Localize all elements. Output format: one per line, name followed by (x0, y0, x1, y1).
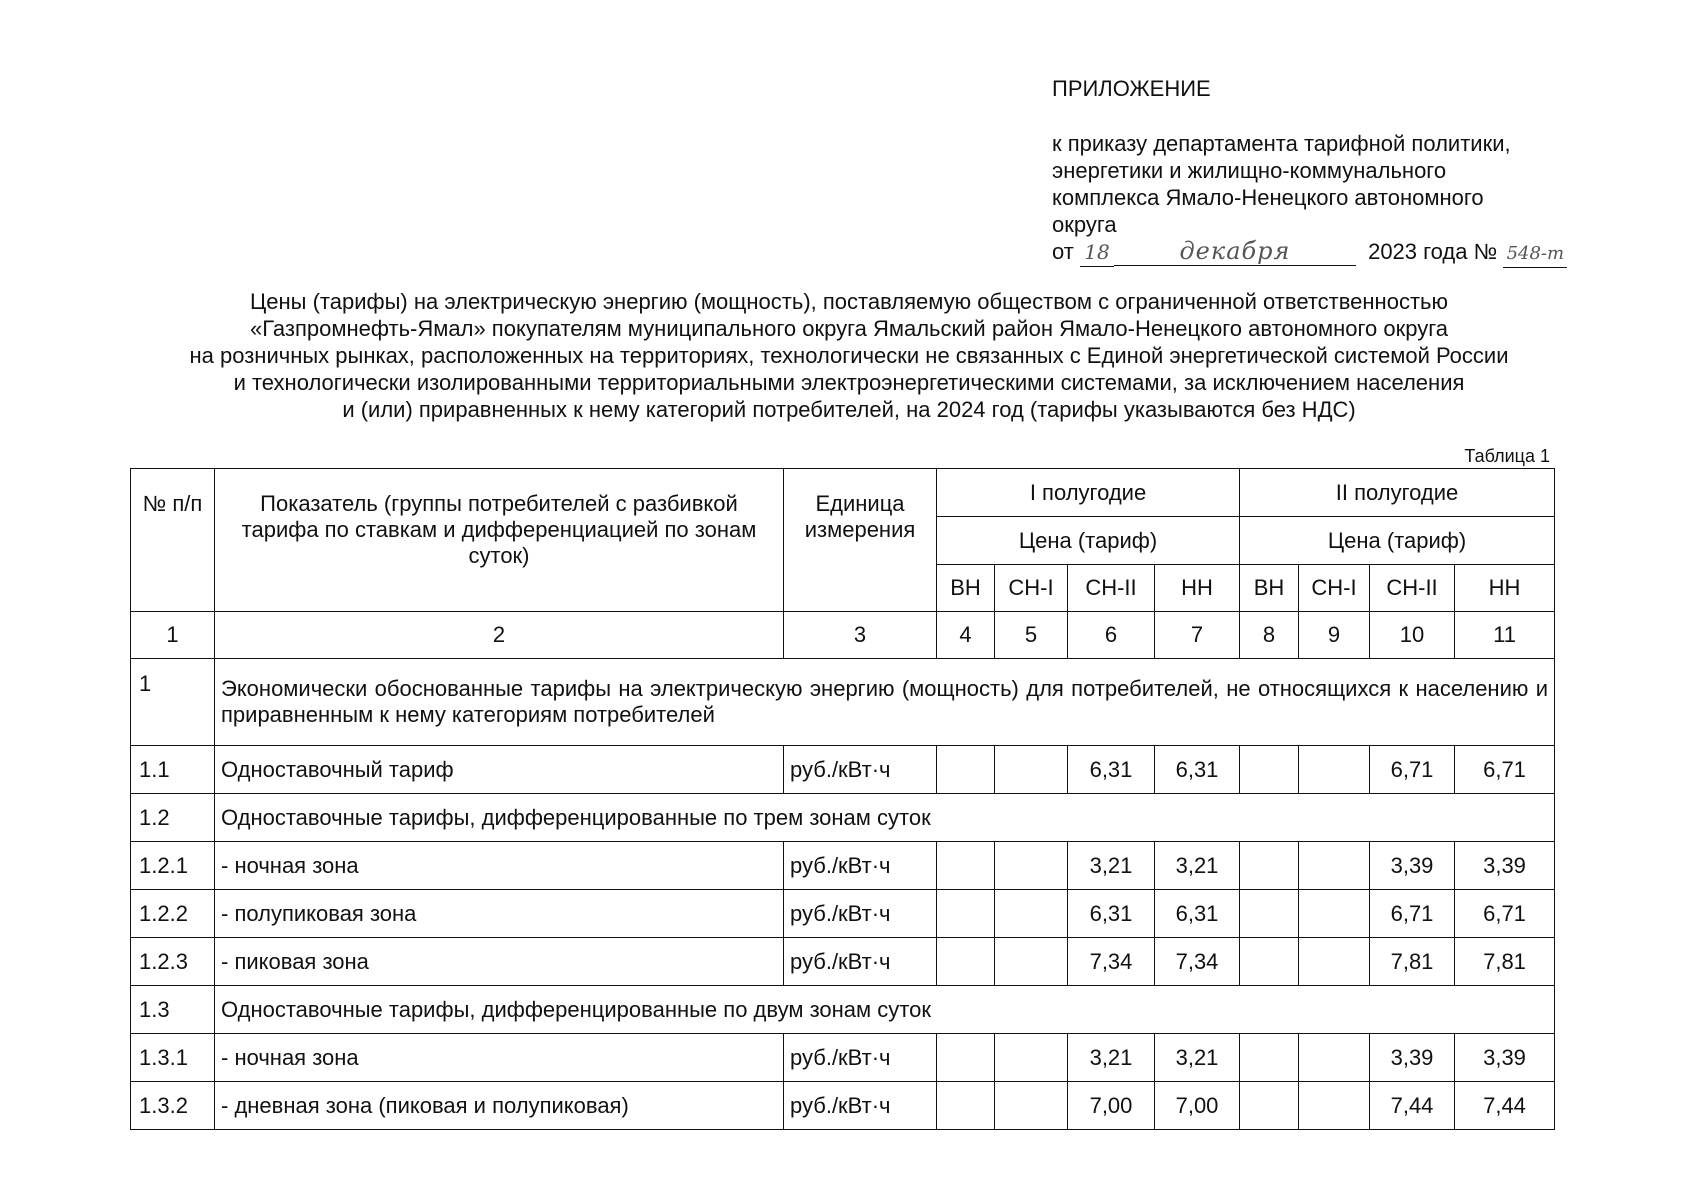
tariff-value-cell (1299, 938, 1370, 986)
tariff-value-cell (995, 746, 1068, 794)
row-description: Одноставочные тарифы, дифференцированные по двум зонам суток (215, 986, 1555, 1034)
tariff-value-cell: 7,00 (1155, 1082, 1240, 1130)
header-voltage-level: НН (1455, 565, 1555, 612)
row-code: 1.1 (131, 746, 215, 794)
header-voltage-level: СН-II (1370, 565, 1455, 612)
tariff-value-cell: 6,31 (1068, 890, 1155, 938)
appendix-line: энергетики и жилищно-коммунального (1052, 158, 1447, 183)
tariff-value-cell: 7,34 (1155, 938, 1240, 986)
tariff-value-cell: 3,39 (1455, 1034, 1555, 1082)
handwritten-day: 18 (1080, 239, 1114, 267)
row-description: Одноставочные тарифы, дифференцированные по трем зонам суток (215, 794, 1555, 842)
group-row (131, 794, 1555, 842)
from-label: от (1052, 239, 1074, 264)
appendix-line: комплекса Ямало-Ненецкого автономного (1052, 185, 1484, 210)
column-number: 3 (784, 612, 937, 659)
row-indicator: Одноставочный тариф (215, 746, 784, 794)
tariff-value-cell: 7,44 (1370, 1082, 1455, 1130)
row-unit: руб./кВт·ч (784, 842, 937, 890)
tariff-value-cell (1240, 890, 1299, 938)
tariff-value-cell: 7,81 (1455, 938, 1555, 986)
tariff-value-cell: 3,39 (1455, 842, 1555, 890)
tariff-value-cell (995, 1082, 1068, 1130)
tariff-value-cell (1240, 1034, 1299, 1082)
tariff-value-cell: 3,21 (1155, 1034, 1240, 1082)
table-row (131, 890, 1555, 938)
row-code: 1.3 (131, 986, 215, 1034)
header-voltage-level: СН-I (1299, 565, 1370, 612)
tariff-value-cell (1299, 842, 1370, 890)
header-unit: Единица измерения (784, 469, 937, 612)
section-row (131, 659, 1555, 746)
row-unit: руб./кВт·ч (784, 746, 937, 794)
row-code: 1.3.1 (131, 1034, 215, 1082)
appendix-line: округа (1052, 212, 1117, 237)
appendix-line: к приказу департамента тарифной политики, (1052, 131, 1511, 156)
column-number: 6 (1068, 612, 1155, 659)
title-line: на розничных рынках, расположенных на территориях, технологически не связанных с Единой энергетической системой России (189, 343, 1509, 368)
row-code: 1 (131, 659, 215, 746)
tariff-value-cell: 7,34 (1068, 938, 1155, 986)
table-row (131, 1082, 1555, 1130)
row-description: Экономически обоснованные тарифы на электрическую энергию (мощность) для потребителей, не относящихся к населению и приравненным к нему категориям потребителей (215, 659, 1555, 746)
title-line: Цены (тарифы) на электрическую энергию (мощность), поставляемую обществом с ограниченной ответственностью (250, 289, 1448, 314)
tariff-table (130, 468, 1555, 1130)
header-half-2: II полугодие (1240, 469, 1555, 517)
column-number: 1 (131, 612, 215, 659)
header-voltage-level: СН-I (995, 565, 1068, 612)
table-caption: Таблица 1 (1464, 446, 1550, 466)
table-row (131, 842, 1555, 890)
tariff-value-cell: 3,39 (1370, 842, 1455, 890)
tariff-value-cell (937, 1082, 995, 1130)
row-indicator: - полупиковая зона (215, 890, 784, 938)
tariff-value-cell (937, 746, 995, 794)
table-row (131, 746, 1555, 794)
appendix-block (1052, 75, 1612, 268)
header-voltage-level: ВН (1240, 565, 1299, 612)
tariff-value-cell: 7,44 (1455, 1082, 1555, 1130)
group-row (131, 986, 1555, 1034)
tariff-value-cell (1299, 1082, 1370, 1130)
title-line: и технологически изолированными территориальными электроэнергетическими системами, за исключением населения (233, 370, 1465, 395)
title-line: «Газпромнефть-Ямал» покупателям муниципального округа Ямальский район Ямало-Ненецкого автономного округа (250, 316, 1448, 341)
row-code: 1.2.2 (131, 890, 215, 938)
tariff-value-cell: 3,39 (1370, 1034, 1455, 1082)
year-text: 2023 года № (1368, 239, 1498, 264)
row-code: 1.2.1 (131, 842, 215, 890)
tariff-value-cell (1240, 842, 1299, 890)
header-voltage-level: НН (1155, 565, 1240, 612)
tariff-value-cell: 6,31 (1155, 890, 1240, 938)
tariff-value-cell (1240, 746, 1299, 794)
row-indicator: - дневная зона (пиковая и полупиковая) (215, 1082, 784, 1130)
column-number: 2 (215, 612, 784, 659)
header-price-1: Цена (тариф) (937, 517, 1240, 565)
tariff-value-cell (1240, 1082, 1299, 1130)
row-code: 1.3.2 (131, 1082, 215, 1130)
tariff-value-cell (1240, 938, 1299, 986)
column-number: 7 (1155, 612, 1240, 659)
row-code: 1.2 (131, 794, 215, 842)
order-date-line (1052, 238, 1612, 268)
tariff-value-cell (937, 1034, 995, 1082)
header-voltage-level: ВН (937, 565, 995, 612)
column-number: 9 (1299, 612, 1370, 659)
tariff-value-cell: 7,00 (1068, 1082, 1155, 1130)
tariff-value-cell (995, 1034, 1068, 1082)
row-unit: руб./кВт·ч (784, 938, 937, 986)
appendix-heading: ПРИЛОЖЕНИЕ (1052, 76, 1211, 101)
row-unit: руб./кВт·ч (784, 890, 937, 938)
handwritten-order-number: 548-т (1503, 240, 1567, 268)
tariff-value-cell: 3,21 (1068, 1034, 1155, 1082)
row-indicator: - пиковая зона (215, 938, 784, 986)
row-indicator: - ночная зона (215, 842, 784, 890)
column-number: 4 (937, 612, 995, 659)
header-voltage-level: СН-II (1068, 565, 1155, 612)
tariff-value-cell: 6,31 (1155, 746, 1240, 794)
header-indicator: Показатель (группы потребителей с разбивкой тарифа по ставкам и дифференциацией по зонам суток) (215, 469, 784, 612)
table-row (131, 1034, 1555, 1082)
header-half-1: I полугодие (937, 469, 1240, 517)
row-code: 1.2.3 (131, 938, 215, 986)
column-number: 11 (1455, 612, 1555, 659)
column-number: 8 (1240, 612, 1299, 659)
row-indicator: - ночная зона (215, 1034, 784, 1082)
tariff-value-cell: 3,21 (1155, 842, 1240, 890)
header-price-2: Цена (тариф) (1240, 517, 1555, 565)
tariff-value-cell (937, 890, 995, 938)
row-unit: руб./кВт·ч (784, 1034, 937, 1082)
header-no: № п/п (131, 469, 215, 612)
tariff-value-cell (937, 842, 995, 890)
tariff-value-cell (1299, 1034, 1370, 1082)
tariff-value-cell: 3,21 (1068, 842, 1155, 890)
row-unit: руб./кВт·ч (784, 1082, 937, 1130)
column-number: 5 (995, 612, 1068, 659)
tariff-value-cell (1299, 890, 1370, 938)
tariff-value-cell: 6,71 (1370, 746, 1455, 794)
handwritten-month: декабря (1114, 238, 1356, 266)
tariff-value-cell (995, 890, 1068, 938)
tariff-value-cell: 6,31 (1068, 746, 1155, 794)
tariff-value-cell: 6,71 (1370, 890, 1455, 938)
document-title (100, 288, 1598, 423)
title-line: и (или) приравненных к нему категорий потребителей, на 2024 год (тарифы указываются без НДС) (342, 397, 1356, 422)
tariff-value-cell (995, 938, 1068, 986)
tariff-value-cell: 6,71 (1455, 746, 1555, 794)
tariff-value-cell (937, 938, 995, 986)
column-number: 10 (1370, 612, 1455, 659)
tariff-value-cell: 6,71 (1455, 890, 1555, 938)
tariff-value-cell (1299, 746, 1370, 794)
tariff-value-cell: 7,81 (1370, 938, 1455, 986)
table-row (131, 938, 1555, 986)
tariff-value-cell (995, 842, 1068, 890)
